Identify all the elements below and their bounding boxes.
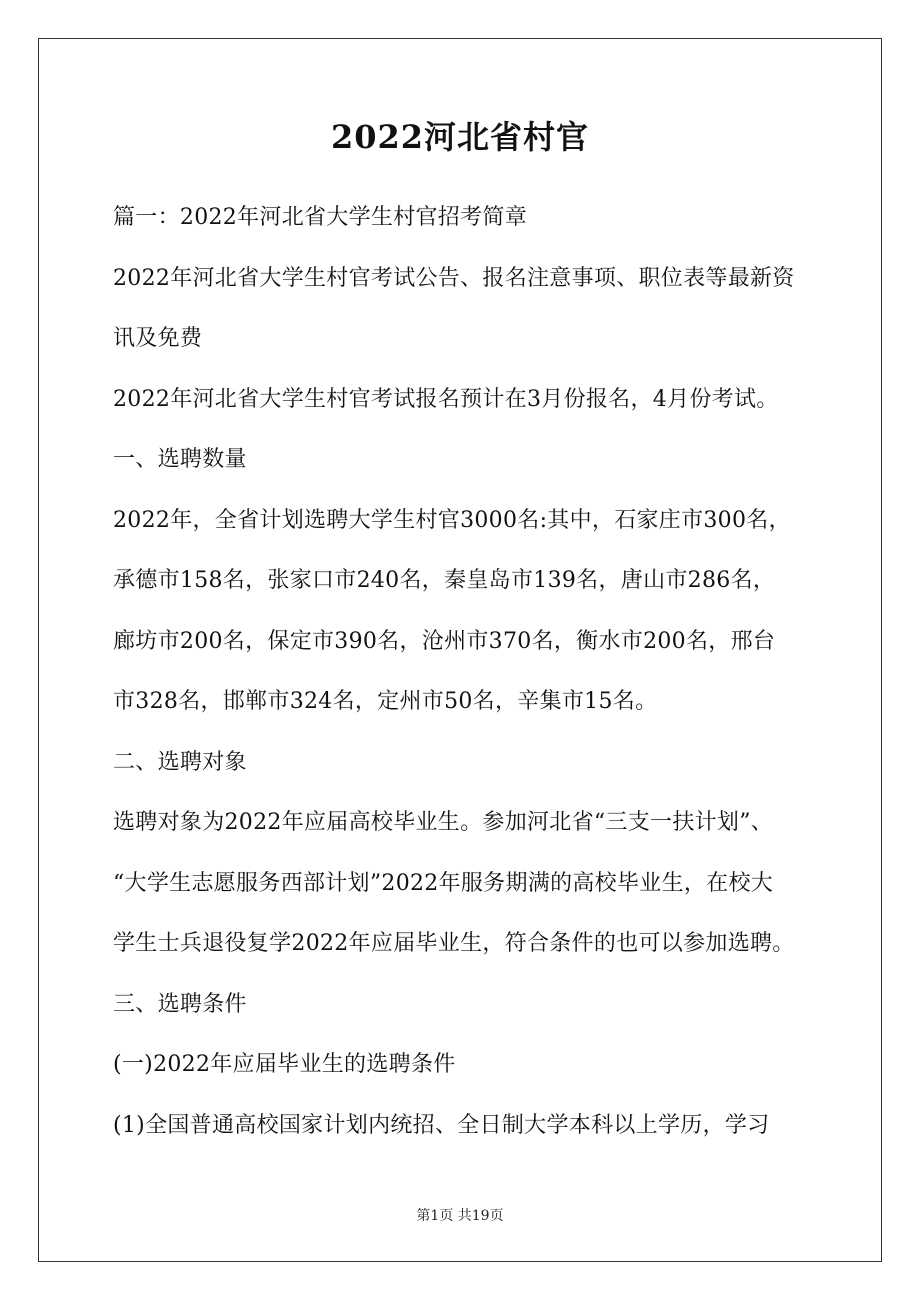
- body-line-6: 2022年，全省计划选聘大学生村官3000名:其中，石家庄市300名，: [113, 507, 791, 533]
- body-line-1: 篇一：2022年河北省大学生村官招考简章: [113, 205, 527, 230]
- body-line-2: 2022年河北省大学生村官考试公告、报名注意事项、职位表等最新资: [113, 265, 795, 291]
- section-heading-quantity: 一、选聘数量: [113, 447, 247, 472]
- section-heading-conditions: 三、选聘条件: [113, 991, 247, 1017]
- page-footer: 第1页 共19页: [416, 1208, 504, 1224]
- body-line-16: (1)全国普通高校国家计划内统招、全日制大学本科以上学历，学习: [113, 1112, 770, 1138]
- body-line-11: 选聘对象为2022年应届高校毕业生。参加河北省“三支一扶计划”、: [113, 810, 774, 835]
- document-body: [113, 188, 833, 1156]
- body-line-4: 2022年河北省大学生村官考试报名预计在3月份报名，4月份考试。: [113, 386, 779, 412]
- body-line-13: 学生士兵退役复学2022年应届毕业生，符合条件的也可以参加选聘。: [113, 931, 795, 956]
- body-line-8: 廊坊市200名，保定市390名，沧州市370名，衡水市200名，邢台: [113, 628, 776, 654]
- body-line-12: “大学生志愿服务西部计划”2022年服务期满的高校毕业生，在校大: [113, 870, 774, 896]
- body-line-3: 讯及免费: [113, 326, 203, 351]
- subsection-heading-graduates: (一)2022年应届毕业生的选聘条件: [113, 1052, 456, 1077]
- body-line-9: 市328名，邯郸市324名，定州市50名，辛集市15名。: [113, 689, 658, 714]
- body-line-7: 承德市158名，张家口市240名，秦皇岛市139名，唐山市286名，: [113, 568, 776, 593]
- section-heading-targets: 二、选聘对象: [113, 749, 247, 775]
- document-title: 2022河北省村官: [330, 118, 590, 156]
